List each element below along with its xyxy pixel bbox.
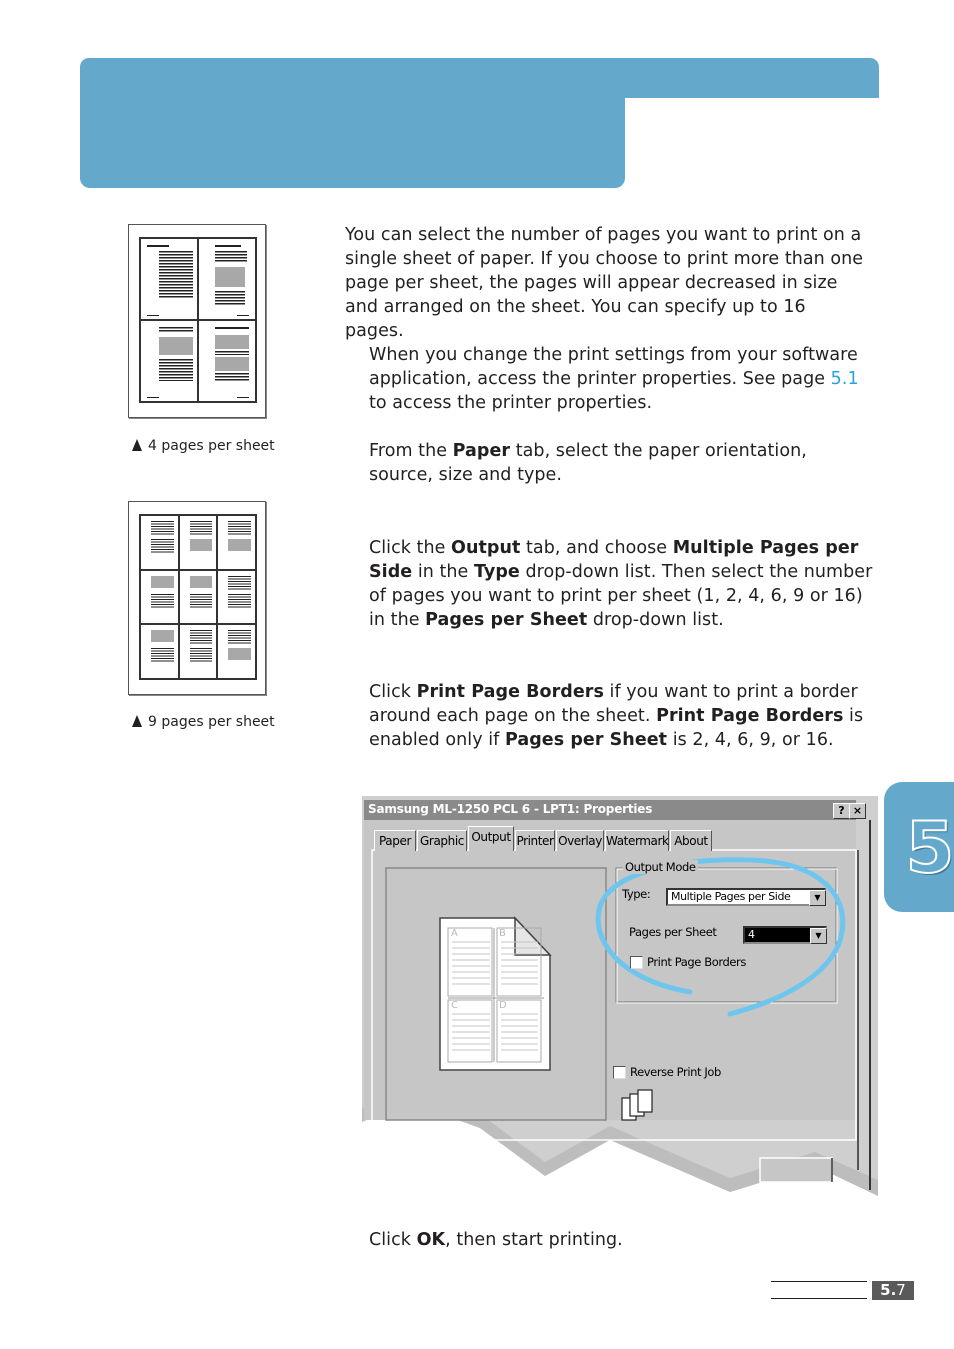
mini-text — [228, 630, 251, 644]
step-3-text: Click the Output tab, and choose Multiple Pages per Side in the Type drop-down list. Then select the number of pages you want to print per sheet (1, 2, 4, 6, 9 or 16) in the Pages per Sheet drop-down list. — [369, 538, 873, 630]
preview-letter-d: D — [499, 1000, 507, 1011]
mini-text — [190, 521, 213, 535]
mini-image — [228, 648, 251, 660]
tab-output[interactable]: Output — [468, 826, 514, 851]
mini-page — [217, 570, 256, 625]
dialog-title: Samsung ML-1250 PCL 6 - LPT1: Properties — [368, 802, 653, 816]
mini-page — [179, 570, 218, 625]
mini-image — [190, 539, 213, 551]
mini-text — [190, 630, 213, 644]
page-5-1-link[interactable]: 5.1 — [830, 369, 859, 389]
preview-letter-a: A — [451, 928, 458, 939]
help-button[interactable]: ? — [833, 803, 850, 819]
type-label: Type: — [622, 887, 651, 901]
preview-letter-b: B — [499, 928, 506, 939]
triangle-icon — [132, 715, 142, 727]
mini-page — [179, 624, 218, 679]
mini-image — [190, 576, 213, 588]
print-page-borders-label: Print Page Borders — [647, 955, 746, 969]
intro-paragraph: You can select the number of pages you want to print on a single sheet of paper. If you choose to print more than one page per sheet, the pages will appear decreased in size and arranged on the sheet. You can specify up to 16 pages. — [345, 225, 864, 341]
mini-image — [151, 576, 174, 588]
pages-per-sheet-dropdown[interactable]: 4 — [743, 926, 827, 944]
reverse-print-job-checkbox[interactable] — [613, 1066, 626, 1079]
step-1-text: When you change the print settings from your software application, access the printer properties. See page 5.1 to access the printer properties. — [369, 345, 859, 413]
tab-graphic[interactable]: Graphic — [417, 830, 467, 851]
step-2-text: From the Paper tab, select the paper orientation, source, size and type. — [369, 441, 807, 485]
mini-page — [179, 515, 218, 570]
header-banner-lower — [80, 90, 625, 188]
mini-text — [190, 648, 213, 662]
type-dropdown[interactable]: Multiple Pages per Side — [666, 888, 826, 906]
mini-text — [151, 521, 174, 535]
mini-text — [151, 539, 174, 553]
mini-text — [228, 576, 251, 590]
page-number: 5.7 — [872, 1281, 914, 1300]
four-pages-thumbnail — [128, 224, 266, 418]
tab-printer[interactable]: Printer — [515, 830, 555, 851]
close-button[interactable]: × — [849, 803, 866, 819]
mini-text — [151, 594, 174, 608]
four-pages-caption: 4 pages per sheet — [132, 438, 275, 454]
mini-image — [228, 539, 251, 551]
properties-dialog-screenshot — [362, 796, 878, 1196]
output-mode-group-label: Output Mode — [625, 860, 696, 874]
preview-letter-c: C — [451, 1000, 458, 1011]
print-page-borders-checkbox[interactable] — [630, 956, 643, 969]
chapter-number: 5 — [905, 807, 954, 889]
triangle-icon — [132, 439, 142, 451]
step-5-text: Click OK, then start printing. — [369, 1230, 623, 1250]
nine-pages-caption: 9 pages per sheet — [132, 714, 275, 730]
mini-text — [228, 594, 251, 608]
mini-text — [228, 521, 251, 535]
mini-text — [190, 594, 213, 608]
mini-text — [151, 648, 174, 662]
tab-about[interactable]: About — [670, 830, 712, 851]
tab-paper[interactable]: Paper — [374, 830, 416, 851]
mini-page — [217, 624, 256, 679]
nine-pages-thumbnail — [128, 501, 266, 695]
tab-watermark[interactable]: Watermark — [605, 830, 669, 851]
pages-per-sheet-label: Pages per Sheet — [629, 925, 717, 939]
mini-page — [217, 515, 256, 570]
mini-page — [140, 570, 179, 625]
mini-page — [140, 624, 179, 679]
tab-overlay[interactable]: Overlay — [556, 830, 604, 851]
reverse-print-job-label: Reverse Print Job — [630, 1065, 721, 1079]
page-number-rule — [771, 1281, 867, 1299]
mini-image — [151, 630, 174, 642]
pages-per-sheet-chevron-icon[interactable]: ▼ — [810, 928, 827, 944]
mini-page — [140, 515, 179, 570]
step-4-text: Click Print Page Borders if you want to print a border around each page on the sheet. Print Page Borders is enabled only if Pages per Sheet is 2, 4, 6, 9, or 16. — [369, 682, 864, 750]
type-dropdown-chevron-icon[interactable]: ▼ — [809, 890, 826, 906]
